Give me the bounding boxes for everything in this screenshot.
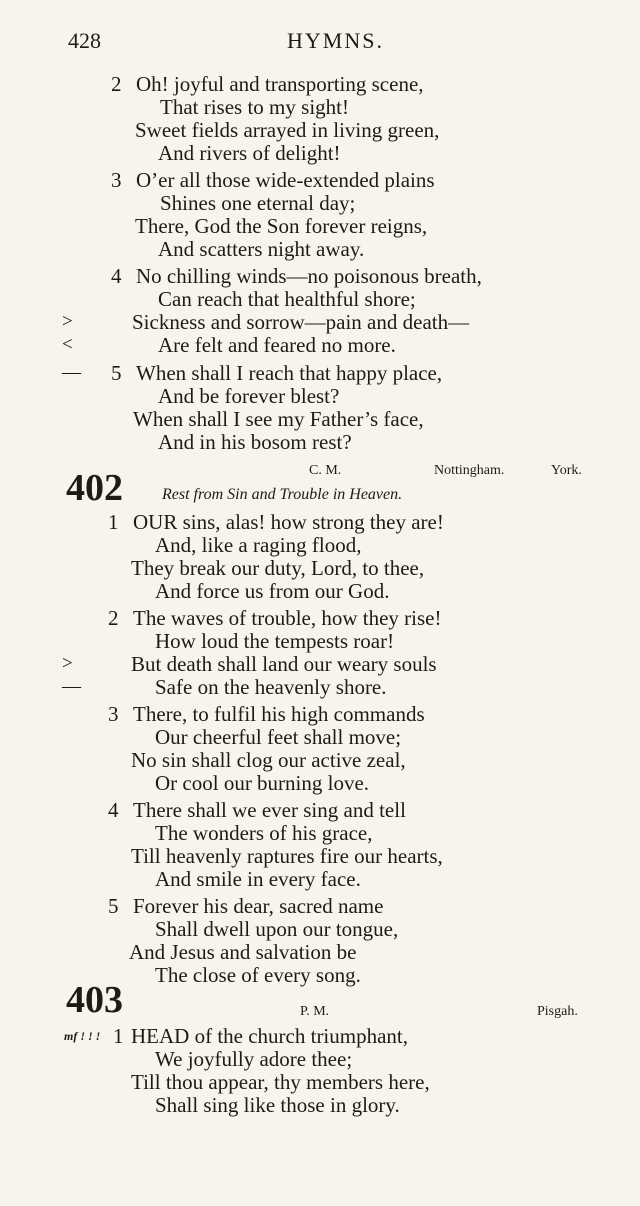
verse-line: That rises to my sight!	[160, 95, 349, 119]
verse-line: And be forever blest?	[158, 384, 340, 408]
verse-line: And smile in every face.	[155, 867, 361, 891]
verse-line: The waves of trouble, how they rise!	[133, 606, 442, 630]
verse-line: Sickness and sorrow—pain and death—	[132, 310, 470, 334]
verse-line: Till thou appear, thy members here,	[131, 1070, 430, 1094]
hymn-meter: C. M.	[309, 463, 342, 478]
verse-line: O’er all those wide-extended plains	[136, 168, 435, 192]
verse-line: No chilling winds—no poisonous breath,	[136, 264, 482, 288]
tune-name: Nottingham.	[434, 463, 505, 478]
verse-line: And Jesus and salvation be	[129, 940, 357, 964]
verse-line: Can reach that healthful shore;	[158, 287, 416, 311]
verse-number: 5	[108, 894, 119, 918]
running-title: HYMNS.	[287, 28, 384, 53]
tune-name: Pisgah.	[537, 1004, 578, 1019]
verse-line: No sin shall clog our active zeal,	[131, 748, 406, 772]
verse-line: Safe on the heavenly shore.	[155, 675, 387, 699]
verse-line: Shall dwell upon our tongue,	[155, 917, 399, 941]
hymn-meter: P. M.	[300, 1004, 330, 1019]
verse-line: We joyfully adore thee;	[155, 1047, 353, 1071]
dash-mark: —	[62, 362, 81, 383]
verse-line: OUR sins, alas! how strong they are!	[133, 510, 444, 534]
tune-name: York.	[551, 463, 582, 478]
verse-line: Till heavenly raptures fire our hearts,	[131, 844, 443, 868]
verse-line: HEAD of the church triumphant,	[131, 1024, 409, 1048]
verse-line: Shines one eternal day;	[160, 191, 356, 215]
crescendo-mark: >	[62, 653, 73, 674]
verse-line: But death shall land our weary souls	[131, 652, 437, 676]
verse-line: And rivers of delight!	[158, 141, 341, 165]
verse-number: 4	[108, 798, 119, 822]
verse-line: And scatters night away.	[158, 237, 365, 261]
verse-line: Shall sing like those in glory.	[155, 1093, 400, 1117]
hymn-number: 403	[66, 979, 123, 1021]
verse-line: They break our duty, Lord, to thee,	[131, 556, 425, 580]
dynamic-marking: mf ! ! !	[64, 1029, 101, 1043]
verse-line: How loud the tempests roar!	[155, 629, 395, 653]
verse-line: Forever his dear, sacred name	[133, 894, 384, 918]
verse-number: 1	[108, 510, 119, 534]
verse-number: 2	[108, 606, 119, 630]
verse-line: And in his bosom rest?	[158, 430, 352, 454]
verse-number: 3	[111, 168, 122, 192]
verse-line: When shall I reach that happy place,	[136, 361, 443, 385]
page-header	[0, 28, 640, 54]
verse-line: There, God the Son forever reigns,	[135, 214, 428, 238]
dash-mark: —	[62, 676, 81, 697]
hymn-number: 402	[66, 467, 123, 509]
verse-number: 3	[108, 702, 119, 726]
verse-line: The wonders of his grace,	[155, 821, 373, 845]
page-number: 428	[68, 28, 101, 53]
verse-line: There, to fulfil his high commands	[133, 702, 425, 726]
verse-number: 4	[111, 264, 122, 288]
verse-line: When shall I see my Father’s face,	[133, 407, 424, 431]
hymn-subtitle: Rest from Sin and Trouble in Heaven.	[162, 486, 403, 503]
verse-line: Are felt and feared no more.	[158, 333, 396, 357]
verse-line: And, like a raging flood,	[155, 533, 362, 557]
verse-line: And force us from our God.	[155, 579, 390, 603]
verse-number: 2	[111, 72, 122, 96]
decrescendo-mark: <	[62, 334, 73, 355]
verse-line: There shall we ever sing and tell	[133, 798, 406, 822]
crescendo-mark: >	[62, 311, 73, 332]
verse-line: Sweet fields arrayed in living green,	[135, 118, 440, 142]
verse-line: Oh! joyful and transporting scene,	[136, 72, 424, 96]
verse-line: Or cool our burning love.	[155, 771, 370, 795]
verse-line: The close of every song.	[155, 963, 361, 987]
verse-number: 5	[111, 361, 122, 385]
verse-line: Our cheerful feet shall move;	[155, 725, 402, 749]
verse-number: 1	[113, 1024, 124, 1048]
